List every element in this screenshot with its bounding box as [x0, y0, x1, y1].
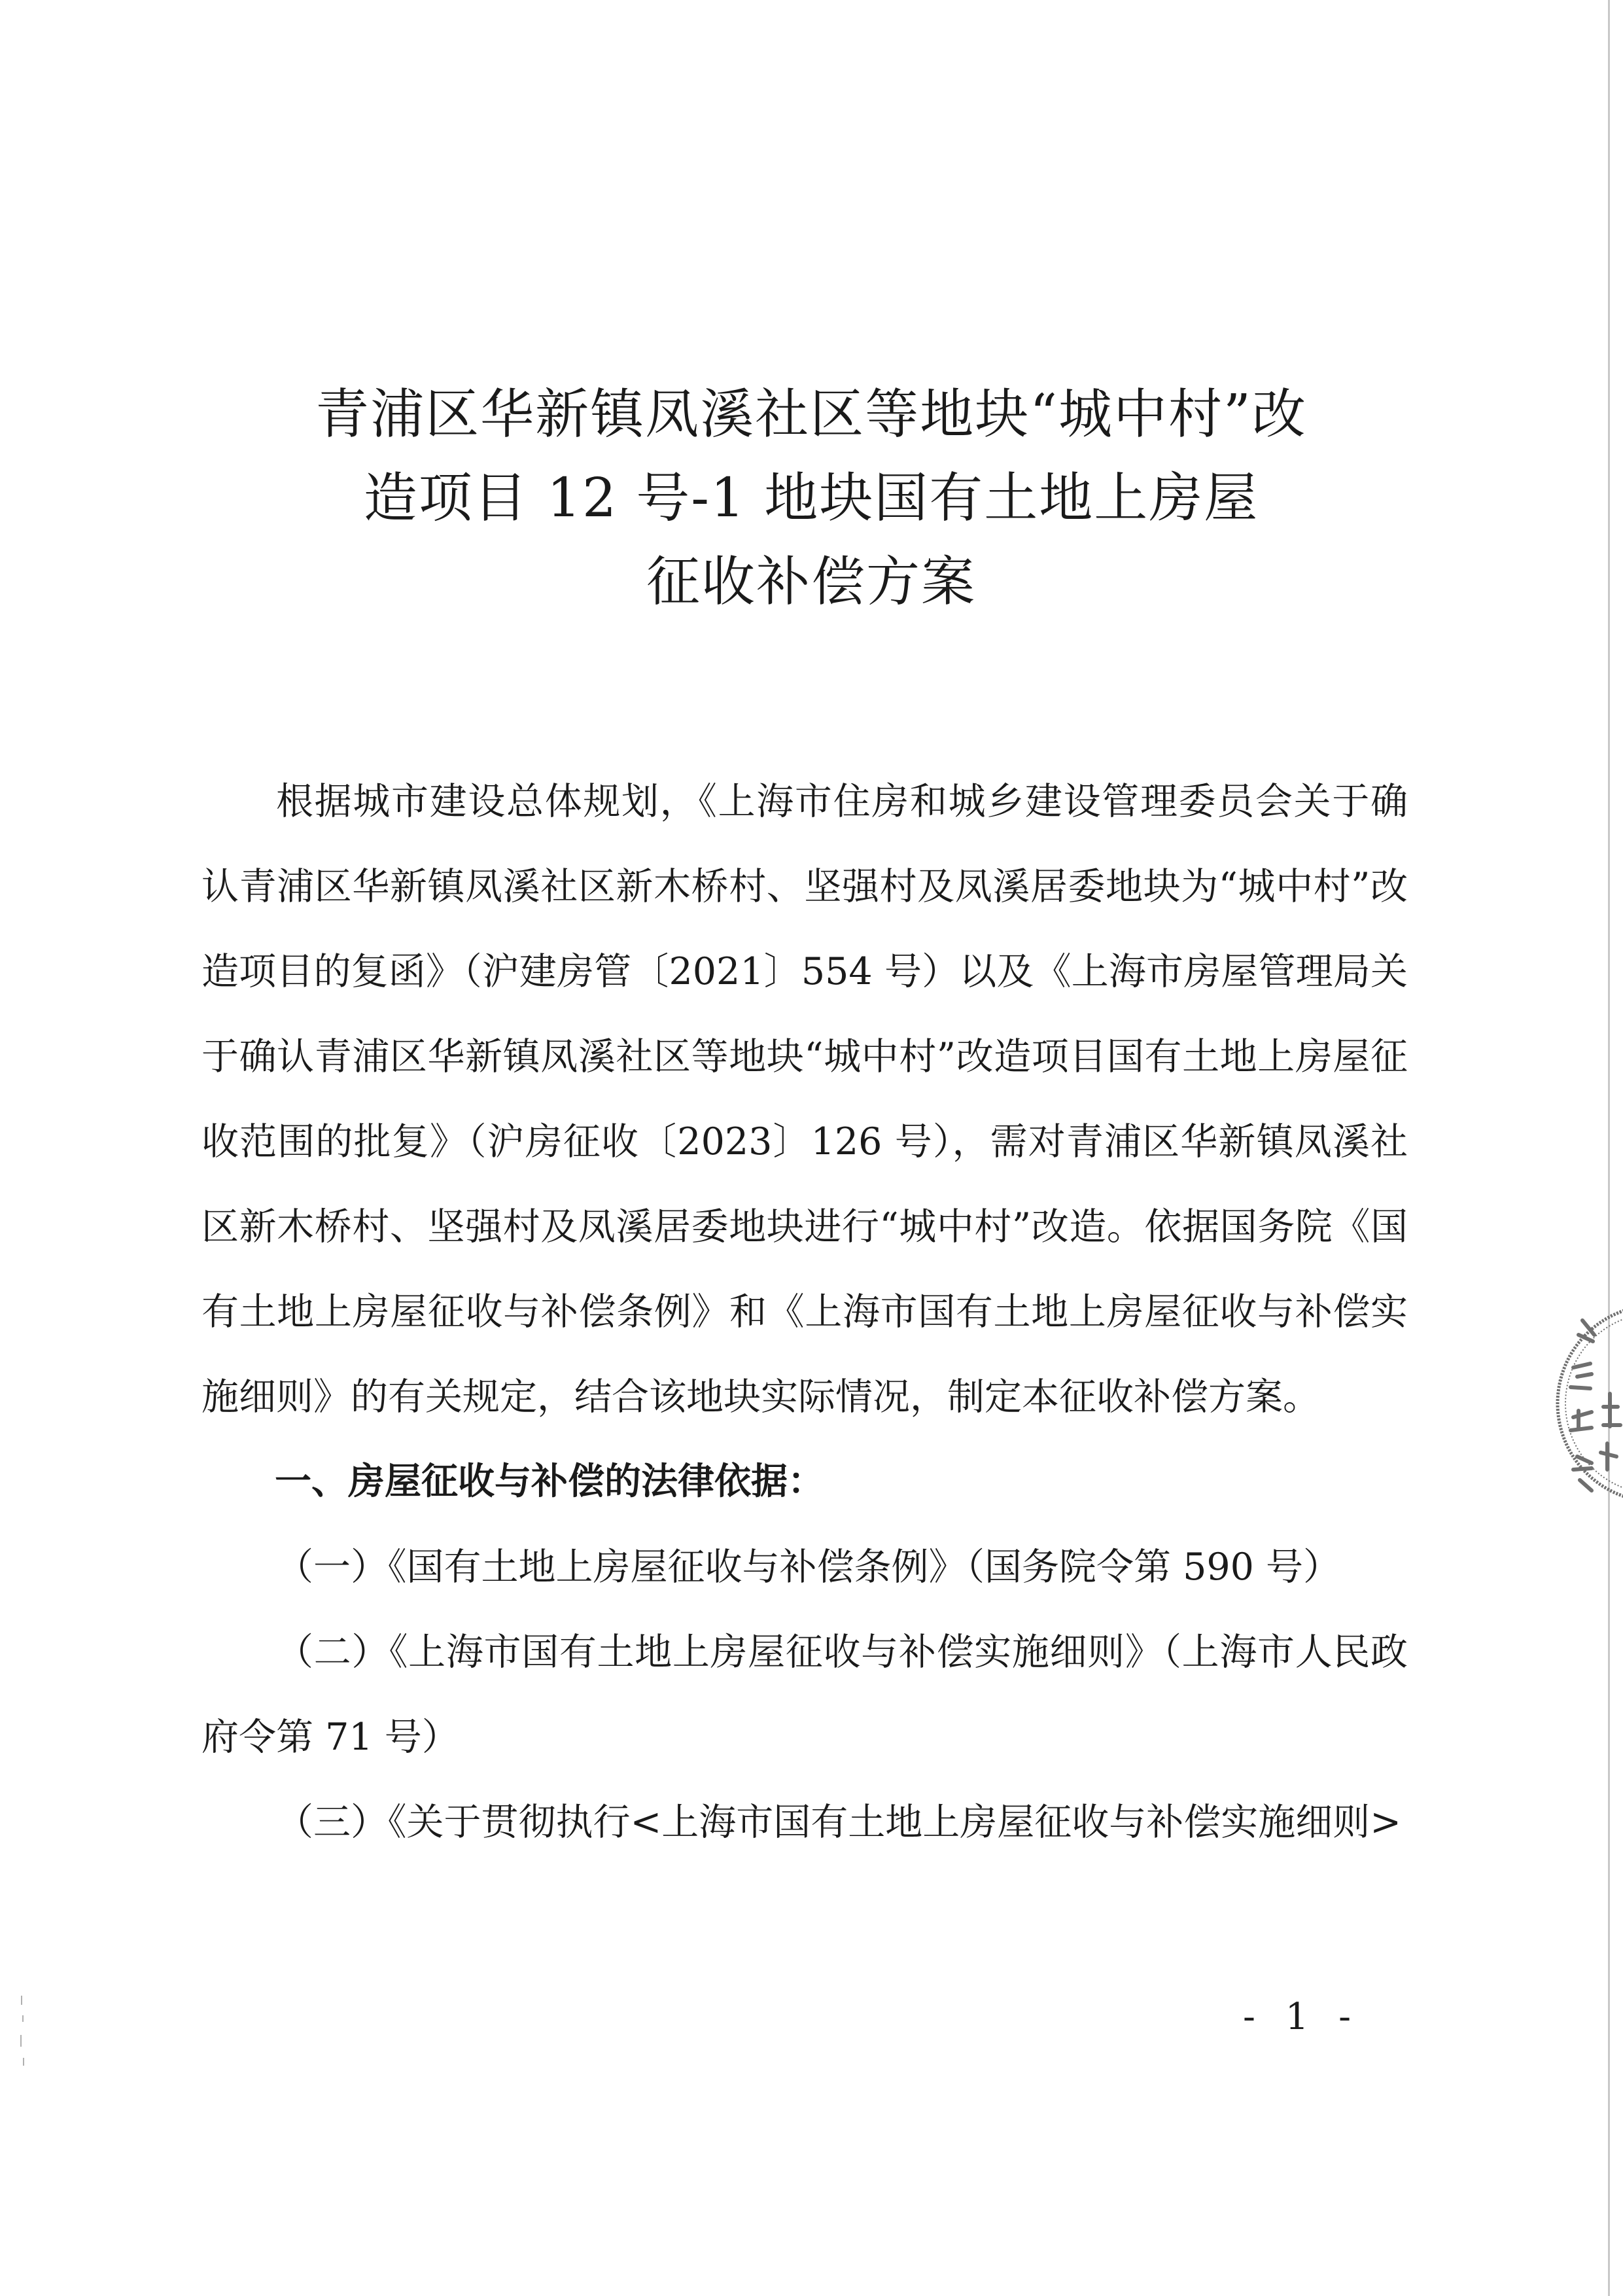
intro-paragraph: 根据城市建设总体规划，《上海市住房和城乡建设管理委员会关于确认青浦区华新镇凤溪社区新木桥村、坚强村及凤溪居委地块为“城中村”改造项目的复函》（沪建房管〔2021〕554 号）以及《上海市房屋管理局关于确认青浦区华新镇凤溪社区等地块“城中村”改造项目国有土地上房屋征收范围的批复》（沪房征收〔2023〕126 号），需对青浦区华新镇凤溪社区新木桥村、坚强村及凤溪居委地块进行“城中村”改造。依据国务院《国有土地上房屋征收与补偿条例》和《上海市国有土地上房屋征收与补偿实施细则》的有关规定，结合该地块实际情况，制定本征收补偿方案。	[201, 780, 1408, 1419]
legal-basis-item-1: （一）《国有土地上房屋征收与补偿条例》（国务院令第 590 号）	[276, 1545, 1341, 1589]
title-line-1: 青浦区华新镇凤溪社区等地块“城中村”改	[315, 383, 1307, 446]
title-line-3: 征收补偿方案	[646, 551, 976, 613]
section-heading-legal-basis: 一、房屋征收与补偿的法律依据：	[275, 1460, 824, 1503]
scan-speck-marks	[18, 1996, 26, 2074]
legal-basis-item-2: （二）《上海市国有土地上房屋征收与补偿实施细则》（上海市人民政府令第 71 号）	[201, 1631, 1408, 1759]
document-title	[216, 373, 1406, 624]
legal-basis-item-3: （三）《关于贯彻执行<上海市国有土地上房屋征收与补偿实施细则>	[276, 1801, 1402, 1844]
document-body	[201, 759, 1408, 1865]
title-line-2: 造项目 12 号-1 地块国有土地上房屋	[363, 467, 1259, 529]
page-edge-line	[1608, 0, 1610, 2296]
official-seal-stamp	[1505, 1296, 1623, 1511]
page-number: - 1 -	[1243, 1996, 1361, 2038]
